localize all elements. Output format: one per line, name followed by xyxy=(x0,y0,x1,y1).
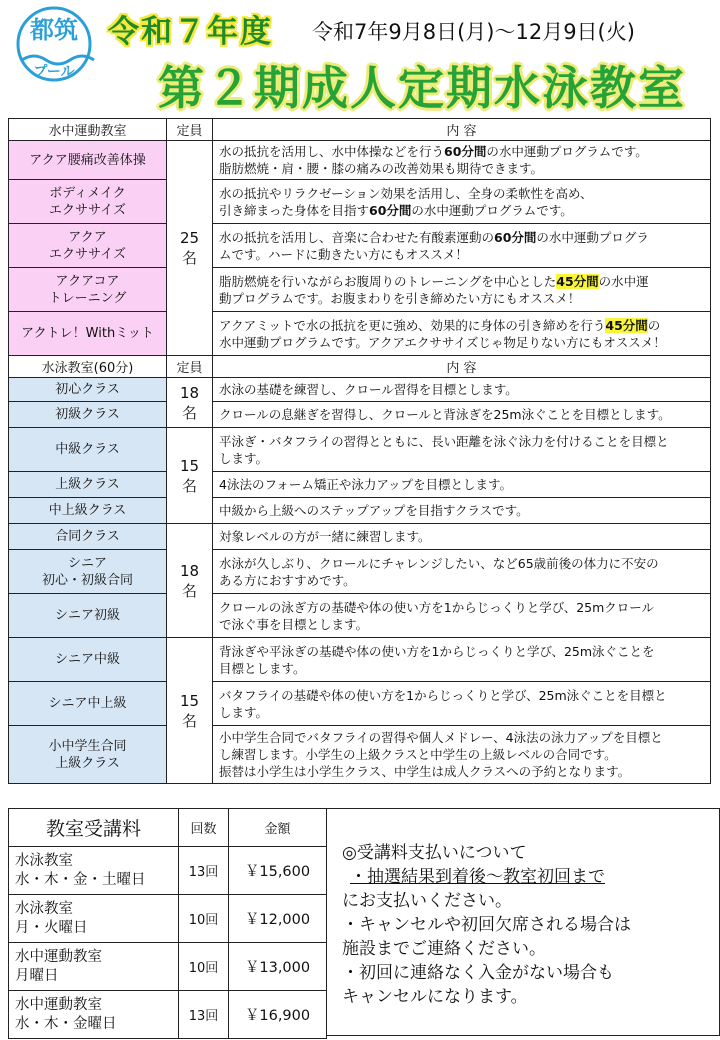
fee-class-name: 水中運動教室 月曜日 xyxy=(9,943,179,991)
class-description: バタフライの基礎や体の使い方を1からじっくりと学び、25m泳ぐことを目標と します。 xyxy=(213,682,711,726)
table-row xyxy=(9,524,711,550)
table-row xyxy=(9,428,711,472)
table-row xyxy=(9,378,711,402)
table-row xyxy=(9,550,711,594)
capacity-cell: 15 名 xyxy=(167,638,213,784)
class-name: 初級クラス xyxy=(9,402,167,428)
notice-line: 施設までご連絡ください。 xyxy=(342,939,546,959)
notice-title: ◎受講料支払いについて xyxy=(342,843,527,863)
class-description: 水の抵抗やリラクゼーション効果を活用し、全身の柔軟性を高め、 引き締まった身体を目指す60分間の水中運動プログラムです。 xyxy=(213,180,711,224)
fee-table xyxy=(8,808,327,1039)
fee-header-price: 金額 xyxy=(229,809,327,847)
class-description: 背泳ぎや平泳ぎの基礎や体の使い方を1からじっくりと学び、25m泳ぐことを 目標とします。 xyxy=(213,638,711,682)
aqua-header-content: 内 容 xyxy=(213,119,711,141)
fee-row xyxy=(9,895,327,943)
fee-row xyxy=(9,943,327,991)
table-row xyxy=(9,726,711,784)
fee-count: 13回 xyxy=(179,991,229,1039)
class-name: シニア中上級 xyxy=(9,682,167,726)
fee-class-name: 水泳教室 水・木・金・土曜日 xyxy=(9,847,179,895)
fee-price: ￥15,600 xyxy=(229,847,327,895)
swim-header-capacity: 定員 xyxy=(167,356,213,378)
fee-price: ￥16,900 xyxy=(229,991,327,1039)
class-name: 上級クラス xyxy=(9,472,167,498)
class-name: シニア中級 xyxy=(9,638,167,682)
course-period: 令和7年9月8日(月)～12月9日(火) xyxy=(312,20,635,44)
class-name: 合同クラス xyxy=(9,524,167,550)
fee-header-count: 回数 xyxy=(179,809,229,847)
class-name: 初心クラス xyxy=(9,378,167,402)
capacity-cell: 15 名 xyxy=(167,428,213,524)
table-row xyxy=(9,472,711,498)
class-name: アクア腰痛改善体操 xyxy=(9,141,167,180)
swim-header-content: 内 容 xyxy=(213,356,711,378)
fee-class-name: 水泳教室 月・火曜日 xyxy=(9,895,179,943)
class-name: ボディメイク エクササイズ xyxy=(9,180,167,224)
class-name: シニア初級 xyxy=(9,594,167,638)
class-description: 脂肪燃焼を行いながらお腹周りのトレーニングを中心とした45分間の水中運 動プログラムです。お腹まわりを引き締めたい方にもオススメ！ xyxy=(213,268,711,312)
payment-notice xyxy=(326,808,720,1036)
notice-line: ・キャンセルや初回欠席される場合は xyxy=(342,915,631,935)
fee-row xyxy=(9,991,327,1039)
page-title: 第２期成人定期水泳教室 xyxy=(158,61,686,115)
fee-count: 10回 xyxy=(179,895,229,943)
class-name: 中級クラス xyxy=(9,428,167,472)
class-schedule-table xyxy=(8,118,711,784)
class-name: シニア 初心・初級合同 xyxy=(9,550,167,594)
fee-count: 13回 xyxy=(179,847,229,895)
class-description: 4泳法のフォーム矯正や泳力アップを目標とします。 xyxy=(213,472,711,498)
class-description: 水の抵抗を活用し、水中体操などを行う60分間の水中運動プログラムです。 脂肪燃焼・肩・腰・膝の痛みの改善効果も期待できます。 xyxy=(213,141,711,180)
notice-line: ・抽選結果到着後～教室初回まで xyxy=(350,867,605,887)
class-name: アクトレ！Withミット xyxy=(9,312,167,356)
table-row xyxy=(9,180,711,224)
class-description: 平泳ぎ・バタフライの習得とともに、長い距離を泳ぐ泳力を付けることを目標と します。 xyxy=(213,428,711,472)
notice-line: ・初回に連絡なく入金がない場合も xyxy=(342,963,614,983)
swim-header-row xyxy=(9,356,711,378)
table-row xyxy=(9,682,711,726)
swim-header-name: 水泳教室(60分) xyxy=(9,356,167,378)
class-description: クロールの息継ぎを習得し、クロールと背泳ぎを25m泳ぐことを目標とします。 xyxy=(213,402,711,428)
fee-header-row xyxy=(9,809,327,847)
fee-row xyxy=(9,847,327,895)
class-description: クロールの泳ぎ方の基礎や体の使い方を1からじっくりと学び、25mクロール で泳ぐ事を目標とします。 xyxy=(213,594,711,638)
table-row xyxy=(9,402,711,428)
class-name: アクアコア トレーニング xyxy=(9,268,167,312)
fee-price: ￥13,000 xyxy=(229,943,327,991)
capacity-cell: 18 名 xyxy=(167,378,213,428)
aqua-header-name: 水中運動教室 xyxy=(9,119,167,141)
class-name: 中上級クラス xyxy=(9,498,167,524)
notice-line: にお支払いください。 xyxy=(342,891,512,911)
class-description: アクアミットで水の抵抗を更に強め、効果的に身体の引き締めを行う45分間の 水中運動プログラムです。アクアエクササイズじゃ物足りない方にもオススメ！ xyxy=(213,312,711,356)
aqua-header-capacity: 定員 xyxy=(167,119,213,141)
table-row xyxy=(9,594,711,638)
class-description: 水泳の基礎を練習し、クロール習得を目標とします。 xyxy=(213,378,711,402)
class-name: アクア エクササイズ xyxy=(9,224,167,268)
aqua-header-row xyxy=(9,119,711,141)
table-row xyxy=(9,498,711,524)
table-row xyxy=(9,224,711,268)
fee-header-name: 教室受講料 xyxy=(9,809,179,847)
notice-line: キャンセルになります。 xyxy=(342,987,528,1007)
class-description: 水の抵抗を活用し、音楽に合わせた有酸素運動の60分間の水中運動プログラ ムです。ハードに動きたい方にもオススメ！ xyxy=(213,224,711,268)
table-row xyxy=(9,638,711,682)
class-description: 中級から上級へのステップアップを目指すクラスです。 xyxy=(213,498,711,524)
class-name: 小中学生合同 上級クラス xyxy=(9,726,167,784)
year-title: 令和７年度 xyxy=(108,14,273,50)
fee-count: 10回 xyxy=(179,943,229,991)
fee-price: ￥12,000 xyxy=(229,895,327,943)
table-row xyxy=(9,312,711,356)
svg-text:プール: プール xyxy=(33,64,75,80)
capacity-cell: 25 名 xyxy=(167,141,213,356)
class-description: 水泳が久しぶり、クロールにチャレンジしたい、など65歳前後の体力に不安の ある方におすすめです。 xyxy=(213,550,711,594)
class-description: 対象レベルの方が一緒に練習します。 xyxy=(213,524,711,550)
table-row xyxy=(9,141,711,180)
table-row xyxy=(9,268,711,312)
fee-class-name: 水中運動教室 水・木・金曜日 xyxy=(9,991,179,1039)
class-description: 小中学生合同でバタフライの習得や個人メドレー、4泳法の泳力アップを目標と し練習します。小学生の上級クラスと中学生の上級レベルの合同です。 振替は小学生は小学生クラス、中学生は成人クラスへの予約となります。 xyxy=(213,726,711,784)
pool-logo xyxy=(10,4,98,84)
capacity-cell: 18 名 xyxy=(167,524,213,638)
svg-text:都筑: 都筑 xyxy=(30,16,78,44)
